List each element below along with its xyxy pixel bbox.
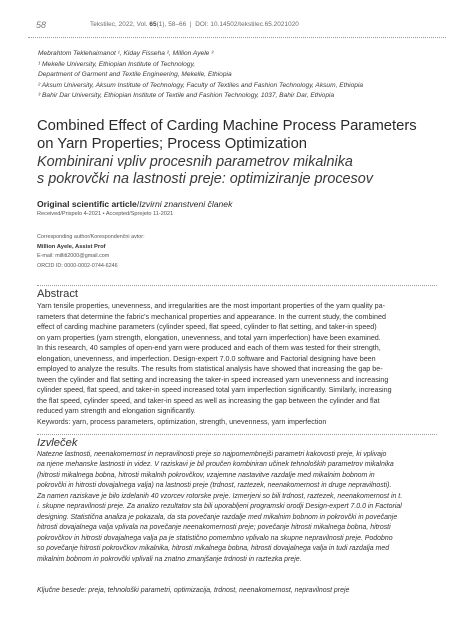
correspondence-email[interactable]: E-mail: milliti2000@gmail.com	[37, 253, 110, 259]
header-divider	[28, 37, 446, 38]
author-names: Mebrahtom Teklehaimanot ¹, Kiday Fisseha ², Million Ayele ³	[38, 50, 214, 57]
running-header	[28, 20, 446, 34]
izvlecek-divider	[37, 434, 437, 435]
abstract-divider	[37, 285, 437, 286]
affiliation-line: ² Aksum University, Aksum Institute of Technology, Faculty of Textiles and Fashion Technology, Aksum, Ethiopia	[38, 81, 364, 89]
correspondence-orcid[interactable]: ORCID ID: 0000-0002-0744-6246	[37, 262, 118, 269]
article-title: Combined Effect of Carding Machine Process Parameters on Yarn Properties; Process Optimization	[37, 118, 417, 152]
doi-link[interactable]: DOI: 10.14502/tekstilec.65.2021020	[195, 21, 299, 28]
correspondence-name: Million Ayele, Assist Prof	[37, 243, 106, 250]
affiliation-line: ³ Bahir Dar University, Ethiopian Institute of Textile and Fashion Technology, 1037, Bahir Dar, Ethiopia	[38, 92, 335, 100]
abstract-heading: Abstract	[37, 288, 79, 300]
correspondence-block	[37, 233, 145, 271]
affiliation-line: ¹ Mekelle University, Ethiopian Institute of Technology,	[38, 60, 196, 68]
izvlecek-text: Natezne lastnosti, neenakomernost in nepravilnosti preje so najpomembnejši parametri kakovosti preje, ki vplivajo na njene mehanske lastnosti in videz. V raziskavi je bil proučen kombiniran učinek tehnoloških parametrov mikalnika (hitrosti mikalnega bobna, hitrosti mikalnih pokrovčkov, vzajemne nastavitve razdalje med mikalnim bobnom in pokrovčki in hitrosti dovajalnega valja) na lastnosti preje (trdnost, raztezek, neenakomernost in druge nepravilnosti). Za namen raziskave je bilo izdelanih 40 vzorcev rotorske preje. Izmerjeni so bili trdnost, raztezek, neenakomernost in t. i. skupne nepravilnosti preje. Za analizo rezultatov sta bili uporabljeni programski orodji Design-expert 7.0.0 in Factorial designing. Statistična analiza je pokazala, da sta povečanje razdalje med mikalnim bobnom in pokrovčki in povečanje hitrosti dovajalnega valja vplivala na povečanje neenakomernosti preje; povečanje hitrosti mikalnega bobna, hitrosti pokrovčkov in hitrosti dovajalnega valja pa je statistično pomembno vplivalo na skupne nepravilnosti preje. Podobno so povečanje hitrosti pokrovčkov mikalnika, hitrosti mikalnega bobna, hitrosti dovajalnega valja in tudi razdalja med mikalnim bobnom in pokrovčki vplivali na znatno zmanjšanje trdnosti in raztezka preje.	[37, 451, 403, 563]
izvlecek-heading: Izvleček	[37, 437, 78, 449]
received-accepted-dates: Received/Prispelo 4-2021 • Accepted/Sprejeto 11-2021	[37, 211, 174, 217]
article-type: Original scientific article/Izvirni znanstveni članek	[37, 199, 233, 209]
correspondence-label: Corresponding author/Korespondenčni avtor:	[37, 234, 145, 240]
affiliation-line: Department of Garment and Textile Engineering, Mekelle, Ethiopia	[38, 71, 232, 79]
abstract-keywords: Keywords: yarn, process parameters, optimization, strength, unevenness, yarn imperfection	[37, 418, 327, 426]
journal-citation: Tekstilec, 2022, Vol. 65(1), 58–66 | DOI: 10.14502/tekstilec.65.2021020	[90, 21, 299, 28]
izvlecek-keywords: Ključne besede: preja, tehnološki parametri, optimizacija, trdnost, neenakomernost, nepravilnost preje	[37, 587, 350, 594]
author-block	[38, 49, 438, 102]
page-number: 58	[36, 20, 47, 30]
abstract-text: Yarn tensile properties, unevenness, and irregularities are the most important properties of the yarn quality pa- rameters that determine the fabric's mechanical properties and appearance. In the current study, the combined effect of carding machine parameters (cylinder speed, flat speed, cylinder to flat setting, and taker-in speed) on yarn properties (yarn strength, elongation, unevenness, and total yarn imperfection) have been examined. In this research, 40 samples of open-end yarn were produced and each of them was tested for their strength, elongation, unevenness, and imperfection. Design-expert 7.0.0 software and Factorial designing have been employed to analyze the results. The results from statistical analysis have showed that increasing the gap be- tween the cylinder and flat setting and increasing the taker-in speed increased yarn unevenness and increasing cylinder speed, flat speed, and taker-in speed increased total yarn imperfection significantly. Similarly, increasing the flat speed, cylinder speed, and taker-in speed as well as increasing the gap between the cylinder and flat reduced yarn strength and elongation significantly.	[37, 302, 392, 416]
article-title-slovenian: Kombinirani vpliv procesnih parametrov mikalnika s pokrovčki na lastnosti preje: optimiziranje procesov	[37, 154, 373, 187]
